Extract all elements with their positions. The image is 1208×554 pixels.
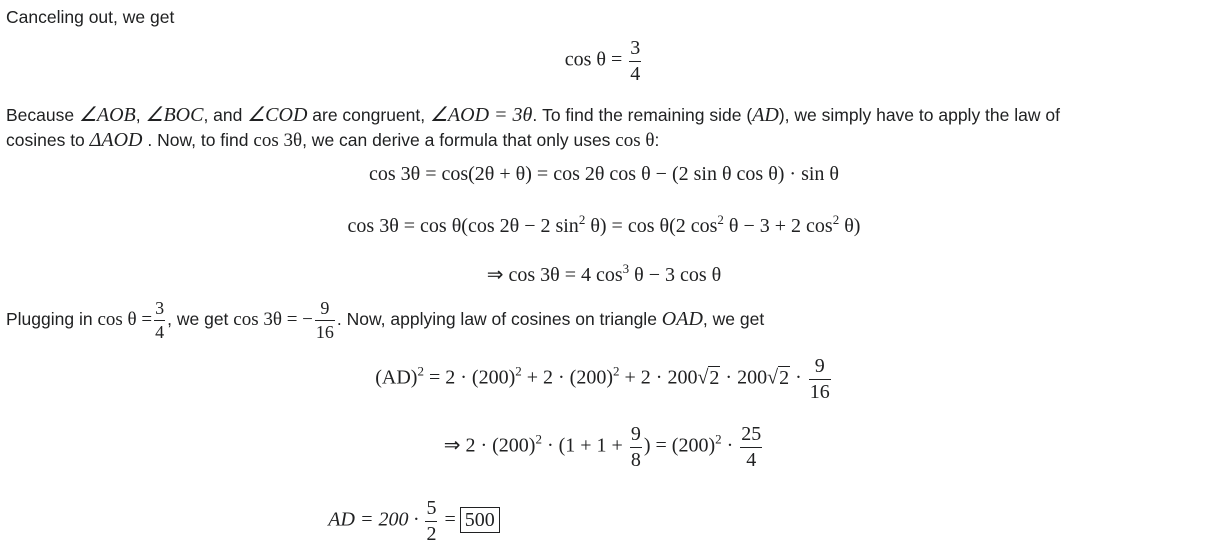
equation-factored: ⇒ $2 \cdot (200)^2 \cdot (1 + 1$ + $\frac{9}{8}$ ) = $(200)^2$ · $\frac{25}{4}$ — [443, 423, 762, 471]
angle-cod: ∠COD — [247, 104, 308, 126]
fraction-five-halves: $\frac{5}{2}$ — [426, 497, 437, 545]
equation-final-answer: AD = 200 · $\frac{5}{2}$ = 500 — [0, 498, 1018, 544]
equation-cos3theta-simplify: cos 3θ = cos θ(cos 2θ − 2 $\sin^2 \theta) = \cos \theta(2$ $\cos^2 \theta - 3 + 2$ $\cos^2 \theta$) — [347, 212, 861, 237]
triangle-aod: ΔAOD — [89, 129, 143, 151]
side-ad: AD — [752, 104, 779, 126]
equation-cos-theta — [0, 38, 1208, 84]
intro-text: Canceling out, we get — [6, 7, 175, 27]
fraction-nine-eighths: $\frac{9}{8}$ — [630, 423, 641, 471]
paragraph-congruent-line2: cosines to ΔAOD . Now, to find cos 3θ, we can derive a formula that only uses cos θ: — [6, 129, 660, 151]
boxed-answer: 500 — [460, 507, 500, 533]
cos-3theta-inline: cos 3θ — [253, 130, 303, 151]
eq-cos-lhs: cos θ = — [564, 48, 623, 71]
fraction-nine-sixteenths-inline: $\frac{9}{16}$ — [315, 298, 334, 343]
angle-aod: ∠AOD = 3θ — [429, 104, 533, 126]
fraction-three-quarters: $\frac{3}{4}$ — [630, 37, 641, 85]
cos-theta-inline: cos θ — [615, 130, 655, 151]
paragraph-plugging-in: Plugging in cos θ = $\frac{3}{4}$ , we get cos 3θ = − $\frac{9}{16}$ . Now, applying law of cosines on triangle OAD, we get — [6, 298, 765, 343]
angle-boc: ∠BOC — [145, 104, 204, 126]
equation-triple-angle-formula: ⇒ cos 3θ = 4 $\cos^3 \theta - 3$ cos θ — [486, 261, 722, 286]
equation-cos3theta-expansion: cos 3θ = cos(2θ + θ) = cos 2θ cos θ − (2 sin θ cos θ) · sin θ — [368, 163, 840, 185]
fraction-three-quarters-inline: $\frac{3}{4}$ — [155, 298, 165, 343]
sqrt-two: 2 — [779, 366, 790, 389]
triangle-oad: OAD — [661, 308, 703, 330]
equation-law-of-cosines: $(AD)^2 = 2 \cdot (200)^2 + 2 \cdot (200)^2 + 2 \cdot 200√2 \cdot 200√2$ · $\frac{9}{16}$ — [375, 355, 830, 403]
paragraph-congruent-line1: Because ∠AOB, ∠BOC, and ∠COD are congruent, ∠AOD = 3θ. To find the remaining side (AD), we simply have to apply the law of — [6, 104, 1060, 126]
angle-aob: ∠AOB — [78, 104, 136, 126]
sqrt-two: 2 — [709, 366, 720, 389]
fraction-twentyfive-quarters: $\frac{25}{4}$ — [741, 423, 762, 471]
fraction-nine-sixteenths: $\frac{9}{16}$ — [809, 355, 830, 403]
